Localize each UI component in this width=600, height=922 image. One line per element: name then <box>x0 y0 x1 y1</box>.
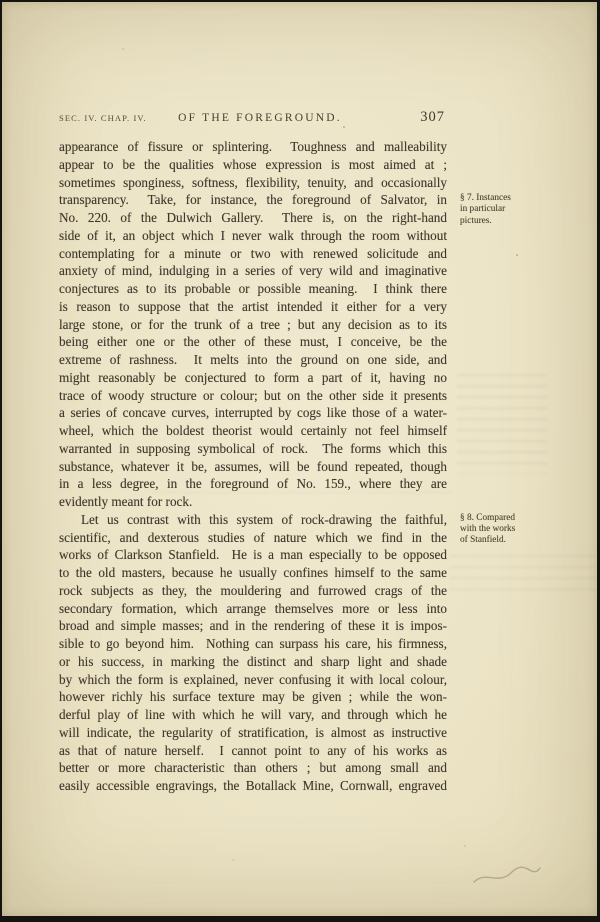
show-through-mark <box>457 374 547 474</box>
body-line <box>59 458 447 476</box>
margin-note-line: with the works <box>460 523 516 534</box>
body-line <box>59 387 447 405</box>
body-line-text: works of Clarkson Stanfield. He is a man especially to be opposed <box>59 547 447 563</box>
body-line <box>59 369 447 387</box>
body-line-text: a series of concave curves, interrupted by cogs like those of a water- <box>59 405 447 421</box>
body-line-text: might reasonably be conjectured to form a part of it, having no <box>59 369 447 385</box>
body-line <box>59 262 447 280</box>
body-line <box>59 688 447 706</box>
body-line-text: scientific, and dexterous studies of nature which we find in the <box>59 529 447 545</box>
body-line-text: wheel, which the boldest theorist would certainly not feel himself <box>59 423 447 438</box>
body-line <box>59 742 447 760</box>
body-line <box>59 617 447 635</box>
body-line-text: conjectures as to its probable or possible meaning. I think there <box>59 281 447 296</box>
paper-speck <box>516 254 518 256</box>
body-line <box>59 316 447 334</box>
body-line-text: side of it, an object which I never walk through the room without <box>59 227 447 243</box>
body-line <box>59 174 447 192</box>
pencil-scribble <box>470 860 544 890</box>
body-line <box>59 529 447 547</box>
body-line-text: evidently meant for rock. <box>59 494 193 509</box>
body-line-text: to the old masters, because he usually confines himself to the same <box>59 565 447 580</box>
body-line-text: sible to go beyond him. Nothing can surpass his care, his firmness, <box>59 636 447 651</box>
paper-speck <box>464 845 466 847</box>
body-line <box>59 564 447 582</box>
body-line-text: rock subjects as they, the mouldering and furrowed crags of the <box>59 582 447 598</box>
page-number: 307 <box>420 109 445 125</box>
margin-note-line: of Stanfield. <box>460 535 506 546</box>
body-line <box>59 582 447 600</box>
margin-note-line: in particular <box>460 204 506 215</box>
body-line <box>59 706 447 724</box>
body-line <box>59 724 447 742</box>
body-line-text: contemplating for a minute or two with renewed solicitude and <box>59 245 447 261</box>
body-line-text: appearance of fissure or splintering. Toughness and malleability <box>59 139 447 154</box>
body-line-text: is reason to suppose that the artist intended it either for a very <box>59 298 447 314</box>
body-line <box>59 777 447 795</box>
body-line <box>59 298 447 316</box>
body-line-text: Let us contrast with this system of rock-drawing the faithful, <box>81 511 447 527</box>
margin-note-line: § 7. Instances <box>460 193 511 204</box>
body-line <box>59 475 447 493</box>
body-line-text: by which the form is explained, never confusing it with local colour, <box>59 671 447 687</box>
section-chapter-label: SEC. IV. CHAP. IV. <box>59 113 147 123</box>
body-line-text: as that of nature herself. I cannot point to any of his works as <box>59 742 447 758</box>
body-line-text: warranted in supposing symbolical of rock. The forms which this <box>59 440 447 456</box>
body-line-text: trace of woody structure or colour; but on the other side it presents <box>59 387 447 403</box>
body-line-text: derful play of line with which he will vary, and through which he <box>59 707 447 722</box>
body-line-text: will indicate, the regularity of stratification, is almost as instructive <box>59 724 447 740</box>
body-line <box>59 138 447 156</box>
body-line-text: large stone, or for the trunk of a tree ; but any decision as to its <box>59 316 447 332</box>
body-line <box>59 635 447 653</box>
body-line <box>59 422 447 440</box>
body-line <box>59 511 447 529</box>
body-line <box>59 600 447 618</box>
body-line <box>59 209 447 227</box>
body-line-text: extreme of rashness. It melts into the ground on one side, and <box>59 352 447 367</box>
body-line-text: or his success, in marking the distinct and sharp light and shade <box>59 653 447 669</box>
body-line <box>59 493 447 511</box>
paper-speck <box>122 48 124 50</box>
body-line-text: better or more characteristic than others ; but among small and <box>59 760 447 776</box>
body-line-text: being either one or the other of these must, I conceive, be the <box>59 334 447 350</box>
margin-note-line: pictures. <box>460 215 492 226</box>
body-line <box>59 227 447 245</box>
body-line-text: No. 220. of the Dulwich Gallery. There is, on the right-hand <box>59 210 447 225</box>
body-line-text: anxiety of mind, indulging in a series of very wild and imaginative <box>59 263 447 279</box>
body-line-text: easily accessible engravings, the Botallack Mine, Cornwall, engraved <box>59 778 447 793</box>
body-line <box>59 351 447 369</box>
body-line-text: in a less degree, in the foreground of No. 159., where they are <box>59 476 447 492</box>
body-line-text: sometimes sponginess, softness, flexibility, tenuity, and occasionally <box>59 174 447 190</box>
body-line <box>59 653 447 671</box>
body-line-text: transparency. Take, for instance, the foreground of Salvator, in <box>59 192 447 208</box>
body-line-text: however richly his surface texture may be given ; while the won- <box>59 689 447 705</box>
body-line <box>59 333 447 351</box>
body-line <box>59 156 447 174</box>
body-line-text: secondary formation, which arrange themselves more or less into <box>59 600 447 616</box>
body-line <box>59 759 447 777</box>
page-title: OF THE FOREGROUND. <box>178 112 342 124</box>
body-line <box>59 546 447 564</box>
body-line-text: substance, whatever it be, assumes, will be found repeated, though <box>59 458 447 474</box>
body-line <box>59 245 447 263</box>
text-block <box>59 138 447 795</box>
paper-speck <box>232 859 234 861</box>
margin-note <box>460 513 560 547</box>
margin-note <box>460 193 560 227</box>
book-page <box>2 2 597 916</box>
body-line <box>59 440 447 458</box>
running-header <box>59 106 447 124</box>
margin-note-line: § 8. Compared <box>460 512 515 523</box>
body-line-text: appear to be the qualities whose expression is most aimed at ; <box>59 156 447 172</box>
body-line-text: broad and simple masses; and in the rendering of these it is impos- <box>59 618 447 634</box>
body-line <box>59 404 447 422</box>
show-through-mark <box>449 555 597 595</box>
body-line <box>59 280 447 298</box>
paper-speck <box>343 126 345 128</box>
body-line <box>59 191 447 209</box>
body-line <box>59 671 447 689</box>
